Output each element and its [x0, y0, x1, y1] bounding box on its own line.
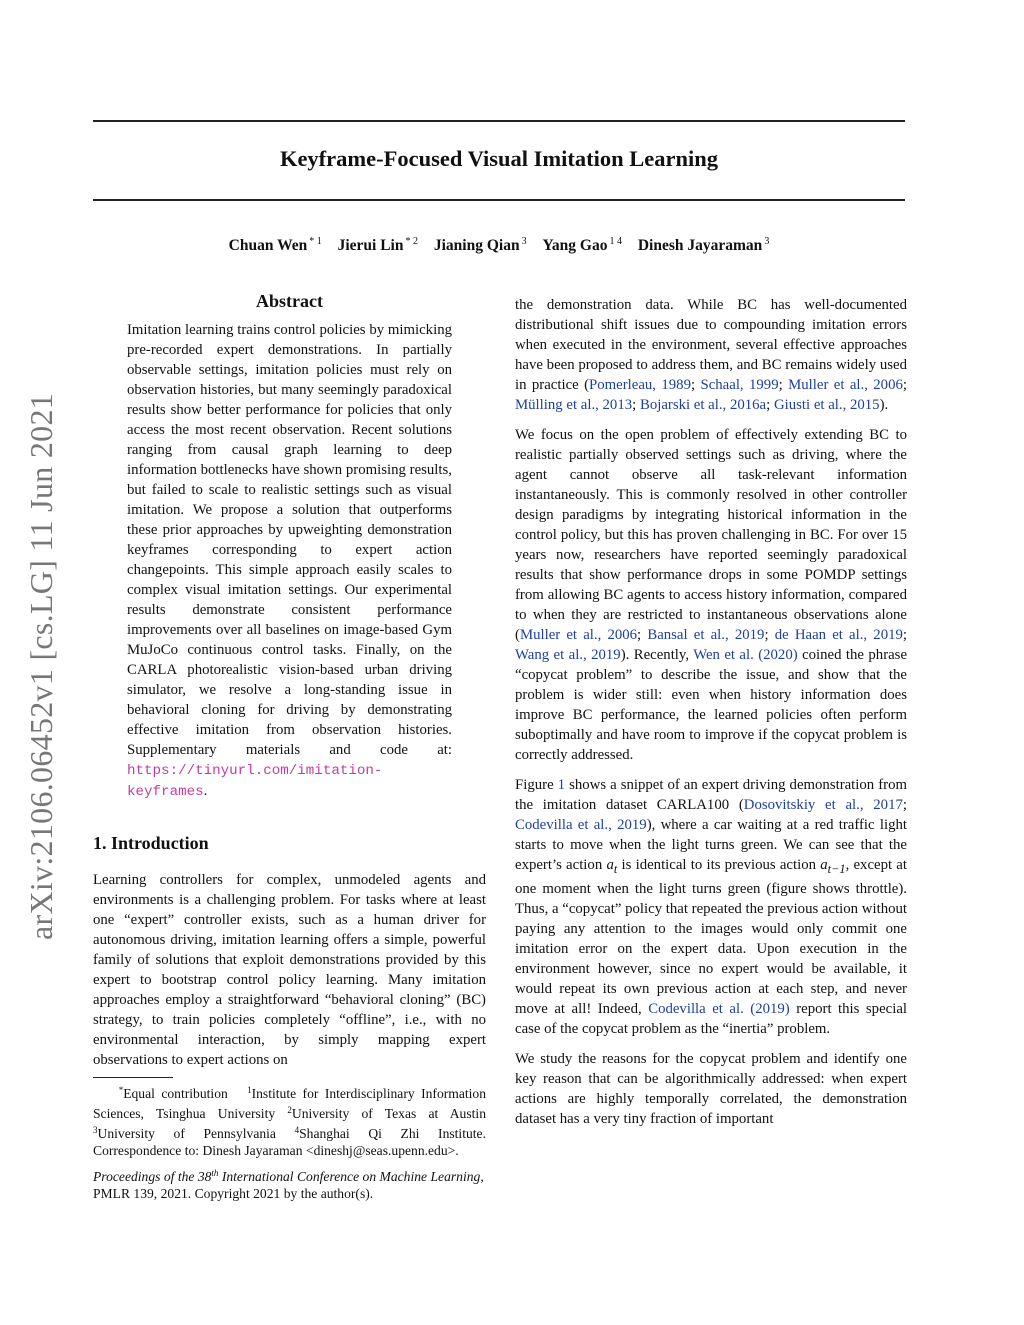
author: Yang Gao $^{1 4}$ [542, 236, 622, 254]
paragraph: We focus on the open problem of effectively extending BC to realistic partially observed settings such as driving, where the agent cannot observe all task-relevant information instantaneously. This is commonly resolved in other controller design paradigms by integrating historical information in the control policy, but this has proven challenging in BC. For over 15 years now, researchers have reported seemingly paradoxical results that show performance drops in some POMDP settings from allowing BC agents to access history information, compared to when they are restricted to instantaneous observations alone (Muller et al., 2006; Bansal et al., 2019; de Haan et al., 2019; Wang et al., 2019). Recently, Wen et al. (2020) coined the phrase “copycat problem” to describe the issue, and show that the problem is wider still: even when history information does improve BC performance, the learned policies often perform suboptimally and have room to improve if the copycat problem is correctly addressed. [515, 427, 908, 763]
paragraph: Figure 1 shows a snippet of an expert driving demonstration from the imitation dataset CARLA100 (Dosovitskiy et al., 2017; Codevilla et al., 2019), where a car waiting at a red traffic light starts to move when the light turns green. We can see that the expert’s action $a_t$ is identical to its previous action $a_{t-1}$, except at one moment when the light turns green (figure shows throttle). Thus, a “copycat” policy that repeated the previous action without paying any attention to the images would only commit one imitation error on the expert data. Upon execution in the environment however, since no expert would be available, it would repeat its own previous action at each step, and never move at all! Indeed, Codevilla et al. (2019) report this special case of the copycat problem as the “inertia” problem. [515, 777, 908, 1037]
footnote-rule [93, 1077, 173, 1078]
citation-link[interactable]: Bojarski et al., 2016a [639, 397, 767, 413]
paragraph: the demonstration data. While BC has well-documented distributional shift issues due to compounding imitation errors when executed in the environment, several effective approaches have been proposed to address them, and BC remains widely used in practice (Pomerleau, 1989; Schaal, 1999; Muller et al., 2006; Mülling et al., 2013; Bojarski et al., 2016a; Giusti et al., 2015). [515, 297, 908, 413]
proceedings-note: Proceedings of the 38th International Conference on Machine Learning, PMLR 139, 2021. Copyright 2021 by the author(s). [93, 1168, 484, 1201]
citation-link[interactable]: Wen et al. (2020) [693, 647, 798, 663]
author: Chuan Wen $^{* 1}$ [228, 236, 322, 254]
abstract-heading: Abstract [256, 291, 323, 311]
citation-link[interactable]: Dosovitskiy et al., 2017 [743, 797, 903, 813]
citation-link[interactable]: Mülling et al., 2013 [515, 397, 633, 413]
author: Jianing Qian $^3$ [433, 236, 527, 254]
author: Dinesh Jayaraman $^3$ [637, 236, 770, 254]
title-rule-bottom [93, 199, 905, 201]
right-column [515, 295, 907, 1139]
paper-title: Keyframe-Focused Visual Imitation Learning [279, 146, 719, 171]
math-symbol: $a_{t-1}$ [820, 857, 846, 876]
abstract-text: Imitation learning trains control policies by mimicking pre-recorded expert demonstrations. In partially observable settings, imitation policies must rely on observation histories, but many seemingly paradoxical results show better performance for policies that only access the most recent observation. Recent solutions ranging from causal graph learning to deep information bottlenecks have shown promising results, but failed to scale to realistic settings such as visual imitation. We propose a solution that outperforms these prior approaches by upweighting demonstration keyframes corresponding to expert action changepoints. This simple approach easily scales to complex visual imitation settings. Our experimental results demonstrate consistent performance improvements over all baselines on image-based Gym MuJoCo continuous control tasks. Finally, on the CARLA photorealistic vision-based urban driving simulator, we resolve a long-standing issue in behavioral cloning for driving by demonstrating effective imitation from observation histories. Supplementary materials and code at: https://tinyurl.com/imitation-keyframes. [127, 322, 452, 800]
citation-link[interactable]: Bansal et al., 2019 [647, 627, 765, 643]
section-heading-introduction: 1. Introduction [93, 833, 209, 853]
citation-link[interactable]: Giusti et al., 2015 [773, 397, 880, 413]
citation-link[interactable]: Schaal, 1999 [700, 377, 779, 393]
math-symbol: $a_t$ [606, 857, 618, 876]
author: Jierui Lin $^{* 2}$ [337, 236, 418, 254]
citation-link[interactable]: Wang et al., 2019 [515, 647, 621, 663]
paragraph: We study the reasons for the copycat problem and identify one key reason that can be algorithmically addressed: when expert actions are highly temporally correlated, the demonstration dataset has a very tiny fraction of important [515, 1050, 907, 1127]
title-rule-top [93, 120, 905, 122]
citation-link[interactable]: Codevilla et al. (2019) [648, 1000, 790, 1017]
code-url-link[interactable]: https://tinyurl.com/imitation-keyframes [127, 763, 383, 800]
footnote: *Equal contribution $^1$Institute for Interdisciplinary Information Sciences, Tsinghua University $^2$University of Texas at Austin $^3$University of Pennsylvania $^4$Shanghai Qi Zhi Institute. Correspondence to: Dinesh Jayaraman <dineshj@seas.upenn.edu>. [93, 1085, 487, 1158]
citation-link[interactable]: Codevilla et al., 2019 [515, 817, 647, 833]
citation-link[interactable]: de Haan et al., 2019 [774, 627, 903, 643]
arxiv-identifier: arXiv:2106.06452v1 [cs.LG] 11 Jun 2021 [23, 392, 59, 940]
citation-link[interactable]: Pomerleau, 1989 [589, 377, 691, 393]
citation-link[interactable]: Muller et al., 2006 [519, 627, 638, 643]
figure-reference-link[interactable]: 1 [557, 777, 566, 793]
citation-link[interactable]: Muller et al., 2006 [788, 377, 903, 393]
introduction-text: Learning controllers for complex, unmodeled agents and environments is a challenging problem. For tasks where at least one “expert” controller exists, such as a human driver for autonomous driving, imitation learning offers a simple, powerful family of solutions that exploit demonstrations provided by this expert to bootstrap control policy learning. Many imitation approaches employ a straightforward “behavioral cloning” (BC) strategy, to train policies completely “offline”, i.e., with no environmental interaction, by simply mapping expert observations to expert actions on [93, 872, 486, 1068]
author-list [93, 236, 905, 255]
